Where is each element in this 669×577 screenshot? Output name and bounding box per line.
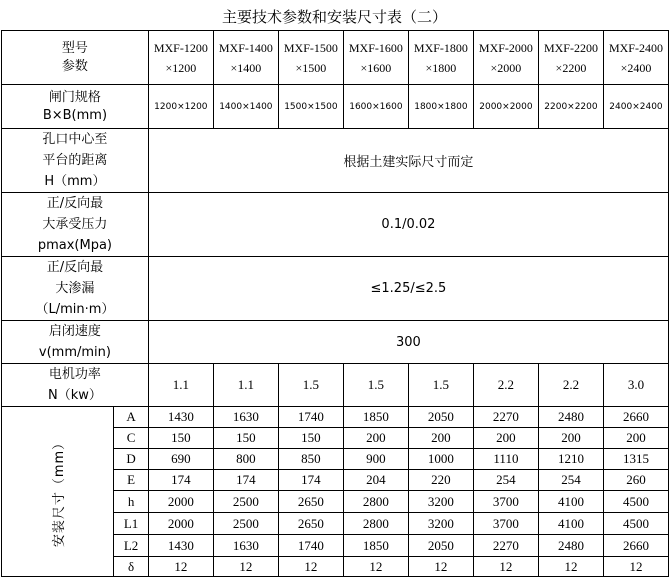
motor-power-cell: 2.2	[473, 364, 538, 407]
dim-cell: 2650	[278, 491, 343, 513]
model-cell	[278, 31, 343, 85]
gate-size-label-line: 闸门规格	[48, 89, 101, 105]
dim-cell: 2480	[538, 407, 603, 428]
model-name: MXF-1800	[413, 40, 468, 55]
hole-distance-label-line: 平台的距离	[42, 153, 108, 168]
motor-power-cell: 1.5	[278, 364, 343, 407]
model-size: ×1200	[165, 60, 197, 75]
dim-key: E	[114, 470, 149, 491]
dim-cell: 1630	[213, 407, 278, 428]
dim-cell: 1110	[473, 449, 538, 470]
dim-cell: 12	[408, 557, 473, 577]
model-name: MXF-1400	[218, 40, 273, 55]
dim-cell: 2660	[603, 535, 668, 557]
dim-cell: 1630	[213, 535, 278, 557]
dim-cell: 12	[603, 557, 668, 577]
dim-cell: 1850	[343, 407, 408, 428]
model-size: ×2000	[490, 60, 522, 75]
install-dims-label: 安装尺寸（mm）	[52, 435, 68, 548]
dim-cell: 3700	[473, 513, 538, 535]
dim-cell: 4100	[538, 513, 603, 535]
model-name: MXF-2400	[608, 40, 663, 55]
header-row	[2, 31, 669, 85]
dim-cell: 2660	[603, 407, 668, 428]
dim-cell: 174	[148, 470, 213, 491]
dim-cell: 2650	[278, 513, 343, 535]
dim-cell: 1850	[343, 535, 408, 557]
dim-cell: 3200	[408, 513, 473, 535]
dim-cell: 174	[213, 470, 278, 491]
motor-power-cell: 1.1	[213, 364, 278, 407]
model-name: MXF-1500	[283, 40, 338, 55]
motor-power-label-line: 电机功率	[48, 367, 101, 382]
spec-table	[1, 30, 669, 577]
dim-cell: 2500	[213, 491, 278, 513]
dim-cell: 12	[538, 557, 603, 577]
dim-cell: 2500	[213, 513, 278, 535]
dim-cell: 200	[603, 428, 668, 449]
model-label: 型号	[61, 40, 88, 56]
dim-key: D	[114, 449, 149, 470]
dim-cell: 1210	[538, 449, 603, 470]
dim-cell: 150	[213, 428, 278, 449]
model-size: ×1600	[360, 60, 392, 75]
max-pressure-label-line: 大承受压力	[42, 217, 108, 232]
max-leakage-label-line: 大渗漏	[55, 281, 95, 296]
param-label: 参数	[61, 58, 88, 74]
gate-size-row	[2, 85, 669, 129]
dim-cell: 4100	[538, 491, 603, 513]
motor-power-cell: 2.2	[538, 364, 603, 407]
dim-cell: 204	[343, 470, 408, 491]
model-cell	[148, 31, 213, 85]
model-cell	[538, 31, 603, 85]
dim-cell: 1000	[408, 449, 473, 470]
dim-cell: 254	[538, 470, 603, 491]
speed-unit: v(mm/min)	[38, 345, 111, 360]
max-leakage-unit: （L/min·m）	[35, 302, 115, 317]
speed-label-line: 启闭速度	[48, 324, 101, 339]
table-title: 主要技术参数和安装尺寸表（二）	[221, 8, 447, 26]
dim-cell: 12	[278, 557, 343, 577]
gate-size-cell: 1200×1200	[148, 85, 213, 129]
motor-power-cell: 3.0	[603, 364, 668, 407]
model-name: MXF-2000	[478, 40, 533, 55]
max-leakage-label	[2, 257, 149, 321]
max-leakage-row	[2, 257, 669, 321]
max-pressure-unit: pmax(Mpa)	[37, 238, 112, 253]
dim-cell: 1740	[278, 535, 343, 557]
dim-key: L1	[114, 513, 149, 535]
dim-cell: 2050	[408, 407, 473, 428]
dim-cell: 1430	[148, 407, 213, 428]
dim-cell: 200	[408, 428, 473, 449]
hole-distance-label-line: 孔口中心至	[42, 132, 108, 147]
model-cell	[213, 31, 278, 85]
dim-cell: 3700	[473, 491, 538, 513]
dim-cell: 2800	[343, 513, 408, 535]
model-cell	[343, 31, 408, 85]
motor-power-row	[2, 364, 669, 407]
dim-key: A	[114, 407, 149, 428]
dim-cell: 12	[473, 557, 538, 577]
gate-size-cell: 2200×2200	[538, 85, 603, 129]
dim-key: h	[114, 491, 149, 513]
dim-key: δ	[114, 557, 149, 577]
gate-size-cell: 2000×2000	[473, 85, 538, 129]
dim-cell: 200	[343, 428, 408, 449]
dim-cell: 12	[343, 557, 408, 577]
dim-row-a	[2, 407, 669, 428]
dim-cell: 850	[278, 449, 343, 470]
model-size: ×2200	[555, 60, 587, 75]
dim-cell: 900	[343, 449, 408, 470]
hole-distance-value: 根据土建实际尺寸而定	[148, 129, 668, 193]
model-cell	[473, 31, 538, 85]
gate-size-cell: 1500×1500	[278, 85, 343, 129]
install-dims-group-label	[2, 407, 114, 577]
dim-cell: 12	[213, 557, 278, 577]
max-leakage-value: ≤1.25/≤2.5	[148, 257, 668, 321]
speed-value: 300	[148, 321, 668, 364]
motor-power-cell: 1.5	[408, 364, 473, 407]
dim-cell: 4500	[603, 513, 668, 535]
model-size: ×2400	[620, 60, 652, 75]
max-pressure-label	[2, 193, 149, 257]
model-param-label	[2, 31, 149, 85]
model-name: MXF-1200	[153, 40, 208, 55]
model-name: MXF-2200	[543, 40, 598, 55]
dim-cell: 150	[278, 428, 343, 449]
speed-label	[2, 321, 149, 364]
dim-cell: 260	[603, 470, 668, 491]
dim-cell: 2000	[148, 513, 213, 535]
motor-power-unit: N（kw）	[47, 388, 102, 403]
dim-cell: 150	[148, 428, 213, 449]
gate-size-cell: 1400×1400	[213, 85, 278, 129]
motor-power-cell: 1.1	[148, 364, 213, 407]
dim-cell: 174	[278, 470, 343, 491]
max-pressure-label-line: 正/反向最	[46, 196, 104, 211]
dim-cell: 1430	[148, 535, 213, 557]
hole-distance-label	[2, 129, 149, 193]
gate-size-unit: B×B(mm)	[42, 107, 108, 123]
gate-size-label	[2, 85, 149, 129]
model-cell	[603, 31, 668, 85]
motor-power-label	[2, 364, 149, 407]
max-pressure-value: 0.1/0.02	[148, 193, 668, 257]
dim-cell: 2270	[473, 535, 538, 557]
dim-cell: 2800	[343, 491, 408, 513]
dim-key: L2	[114, 535, 149, 557]
dim-cell: 2270	[473, 407, 538, 428]
hole-distance-unit: H（mm）	[44, 174, 106, 189]
gate-size-cell: 2400×2400	[603, 85, 668, 129]
model-size: ×1800	[425, 60, 457, 75]
dim-cell: 2050	[408, 535, 473, 557]
model-cell	[408, 31, 473, 85]
motor-power-cell: 1.5	[343, 364, 408, 407]
max-leakage-label-line: 正/反向最	[46, 260, 104, 275]
dim-cell: 200	[538, 428, 603, 449]
dim-cell: 2000	[148, 491, 213, 513]
dim-cell: 1315	[603, 449, 668, 470]
model-size: ×1500	[295, 60, 327, 75]
dim-cell: 1740	[278, 407, 343, 428]
dim-cell: 2480	[538, 535, 603, 557]
dim-cell: 3200	[408, 491, 473, 513]
dim-cell: 220	[408, 470, 473, 491]
gate-size-cell: 1800×1800	[408, 85, 473, 129]
dim-cell: 690	[148, 449, 213, 470]
dim-cell: 254	[473, 470, 538, 491]
dim-key: C	[114, 428, 149, 449]
gate-size-cell: 1600×1600	[343, 85, 408, 129]
dim-cell: 12	[148, 557, 213, 577]
model-size: ×1400	[230, 60, 262, 75]
dim-cell: 4500	[603, 491, 668, 513]
dim-cell: 200	[473, 428, 538, 449]
speed-row	[2, 321, 669, 364]
dim-cell: 800	[213, 449, 278, 470]
hole-distance-row	[2, 129, 669, 193]
model-name: MXF-1600	[348, 40, 403, 55]
max-pressure-row	[2, 193, 669, 257]
